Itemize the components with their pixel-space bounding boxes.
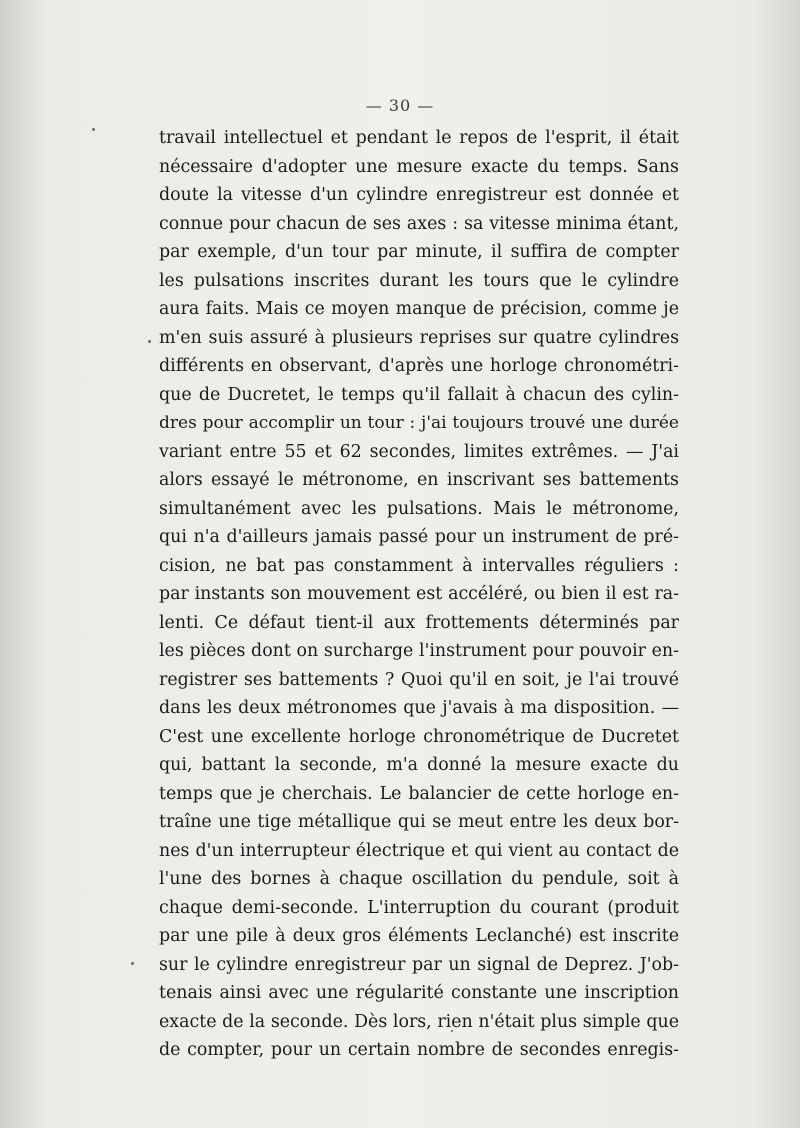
text-line: simultanément avec les pulsations. Mais le métronome, — [159, 498, 679, 519]
text-line: travail intellectuel et pendant le repos de l'esprit, il était — [159, 128, 679, 148]
text-line: m'en suis assuré à plusieurs reprises sur quatre cylindres — [159, 327, 679, 348]
text-line: temps que je cherchais. Le balancier de cette horloge en- — [159, 783, 679, 804]
text-line: par exemple, d'un tour par minute, il suffira de compter — [159, 242, 679, 262]
text-line: par instants son mouvement est accéléré, ou bien il est ra- — [159, 584, 679, 604]
text-line: différents en observant, d'après une horloge chronométri- — [159, 356, 679, 376]
text-line: connue pour chacun de ses axes : sa vitesse minima étant, — [159, 213, 679, 234]
text-line: qui n'a d'ailleurs jamais passé pour un instrument de pré- — [159, 527, 679, 547]
text-line: doute la vitesse d'un cylindre enregistreur est donnée et — [159, 185, 679, 205]
text-line: les pulsations inscrites durant les tours que le cylindre — [159, 270, 679, 291]
text-line: aura faits. Mais ce moyen manque de précision, comme je — [159, 299, 679, 319]
text-line: dres pour accomplir un tour : j'ai toujours trouvé une durée — [159, 413, 679, 433]
text-line: chaque demi-seconde. L'interruption du courant (produit — [159, 897, 679, 918]
text-line: de compter, pour un certain nombre de secondes enregis- — [159, 1040, 679, 1060]
text-line: par une pile à deux gros éléments Leclanché) est inscrite — [159, 926, 679, 946]
text-line: alors essayé le métronome, en inscrivant ses battements — [159, 470, 679, 490]
text-line: cision, ne bat pas constamment à intervalles réguliers : — [159, 555, 679, 576]
page-number: — 30 — — [365, 96, 435, 115]
text-line: qui, battant la seconde, m'a donné la mesure exacte du — [159, 755, 679, 775]
text-line: exacte de la seconde. Dès lors, rien n'était plus simple que — [159, 1011, 679, 1032]
text-line: les pièces dont on surcharge l'instrument pour pouvoir en- — [159, 641, 679, 661]
text-line: variant entre 55 et 62 secondes, limites extrêmes. — J'ai — [159, 441, 679, 462]
text-line: que de Ducretet, le temps qu'il fallait à chacun des cylin- — [159, 384, 679, 405]
text-line: tenais ainsi avec une régularité constante une inscription — [159, 983, 679, 1003]
paper-speck — [131, 962, 134, 965]
text-line: nes d'un interrupteur électrique et qui vient au contact de — [159, 840, 679, 861]
paper-speck — [148, 340, 151, 343]
text-line: dans les deux métronomes que j'avais à ma disposition. — — [159, 698, 679, 718]
text-line: C'est une excellente horloge chronométrique de Ducretet — [159, 726, 679, 747]
text-line: lenti. Ce défaut tient-il aux frottements déterminés par — [159, 612, 679, 633]
text-line: nécessaire d'adopter une mesure exacte du temps. Sans — [159, 156, 679, 177]
text-line: sur le cylindre enregistreur par un signal de Deprez. J'ob- — [159, 954, 679, 975]
text-line: registrer ses battements ? Quoi qu'il en soit, je l'ai trouvé — [159, 669, 679, 690]
text-line: l'une des bornes à chaque oscillation du pendule, soit à — [159, 869, 679, 889]
body-text — [159, 124, 679, 1065]
paper-speck — [92, 128, 95, 131]
text-line: traîne une tige métallique qui se meut entre les deux bor- — [159, 812, 679, 832]
